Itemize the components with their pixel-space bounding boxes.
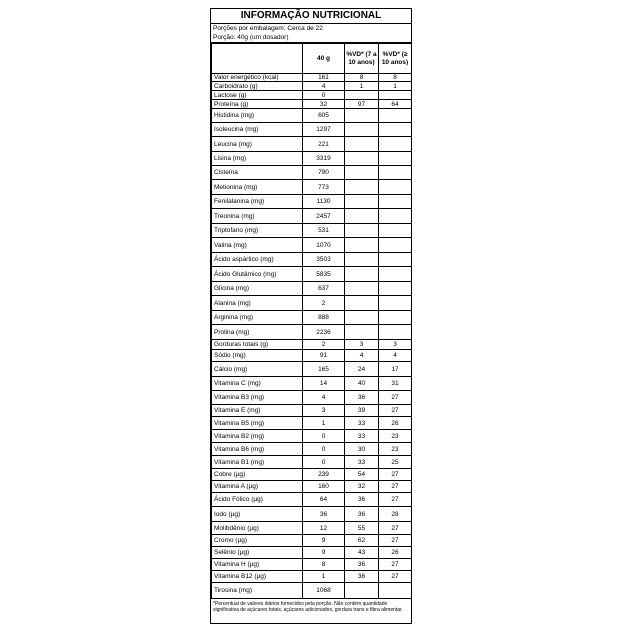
- table-row: [212, 180, 412, 195]
- vd-10plus: 23: [379, 443, 412, 456]
- vd-10plus: [379, 137, 412, 152]
- table-row: [212, 377, 412, 391]
- vd-7-10: 30: [345, 443, 379, 456]
- nutrient-amount: 888: [303, 311, 345, 325]
- vd-10plus: [379, 166, 412, 180]
- vd-7-10: 43: [345, 547, 379, 559]
- nutrient-name: Alanina (mg): [212, 296, 303, 311]
- nutrient-name: Proteína (g): [212, 100, 303, 109]
- nutrient-amount: 531: [303, 224, 345, 238]
- vd-10plus: [379, 152, 412, 166]
- nutrient-amount: 3319: [303, 152, 345, 166]
- vd-10plus: [379, 195, 412, 209]
- table-row: [212, 137, 412, 152]
- table-row: [212, 340, 412, 350]
- nutrient-name: Lactose (g): [212, 91, 303, 100]
- vd-10plus: [379, 296, 412, 311]
- nutrient-amount: 637: [303, 282, 345, 296]
- nutrient-name: Fenilalanina (mg): [212, 195, 303, 209]
- nutrition-table: [211, 43, 412, 599]
- nutrient-name: Vitamina H (µg): [212, 559, 303, 571]
- nutrient-name: Lisina (mg): [212, 152, 303, 166]
- vd-10plus: 31: [379, 377, 412, 391]
- nutrient-name: Iodo (µg): [212, 507, 303, 522]
- table-row: [212, 350, 412, 362]
- nutrient-name: Vitamina A (µg): [212, 481, 303, 493]
- table-row: [212, 109, 412, 123]
- vd-10plus: 27: [379, 469, 412, 481]
- table-row: [212, 224, 412, 238]
- nutrient-name: Ácido Glutâmico (mg): [212, 267, 303, 282]
- nutrient-amount: 239: [303, 469, 345, 481]
- nutrition-facts-label: [210, 8, 412, 624]
- vd-10plus: [379, 282, 412, 296]
- vd-7-10: 1: [345, 82, 379, 91]
- table-row: [212, 209, 412, 224]
- table-row: [212, 405, 412, 417]
- vd-10plus: 26: [379, 547, 412, 559]
- table-row: [212, 469, 412, 481]
- table-row: [212, 267, 412, 282]
- table-row: [212, 417, 412, 430]
- vd-7-10: [345, 583, 379, 599]
- table-row: [212, 296, 412, 311]
- vd-7-10: [345, 180, 379, 195]
- table-row: [212, 481, 412, 493]
- vd-10plus: [379, 91, 412, 100]
- vd-10plus: 27: [379, 391, 412, 405]
- table-row: [212, 195, 412, 209]
- vd-10plus: [379, 325, 412, 340]
- header-row: [212, 44, 412, 74]
- vd-7-10: 39: [345, 405, 379, 417]
- vd-10plus: [379, 238, 412, 253]
- nutrient-name: Selênio (µg): [212, 547, 303, 559]
- vd-10plus: 27: [379, 405, 412, 417]
- nutrient-amount: 3: [303, 405, 345, 417]
- nutrient-name: Vitamina B1 (mg): [212, 456, 303, 469]
- nutrient-name: Leucina (mg): [212, 137, 303, 152]
- vd-10plus: 27: [379, 481, 412, 493]
- vd-7-10: 55: [345, 522, 379, 535]
- nutrient-name: Vitamina B3 (mg): [212, 391, 303, 405]
- nutrient-name: Gorduras totais (g): [212, 340, 303, 350]
- nutrient-name: Vitamina E (mg): [212, 405, 303, 417]
- vd-7-10: 54: [345, 469, 379, 481]
- vd-7-10: [345, 137, 379, 152]
- servings-per-package: Porções por embalagem: Cerca de 22: [213, 25, 323, 32]
- vd-7-10: [345, 238, 379, 253]
- vd-10plus: [379, 209, 412, 224]
- table-row: [212, 456, 412, 469]
- nutrient-name: Arginina (mg): [212, 311, 303, 325]
- nutrient-amount: 1130: [303, 195, 345, 209]
- vd-10plus: 25: [379, 456, 412, 469]
- nutrient-amount: 4: [303, 82, 345, 91]
- vd-10plus: 27: [379, 535, 412, 547]
- vd-7-10: 24: [345, 362, 379, 377]
- nutrient-amount: 2236: [303, 325, 345, 340]
- vd-10plus: [379, 224, 412, 238]
- nutrient-name: Valor energético (kcal): [212, 74, 303, 82]
- vd-7-10: [345, 91, 379, 100]
- table-row: [212, 522, 412, 535]
- nutrient-name: Glicina (mg): [212, 282, 303, 296]
- nutrient-amount: 9: [303, 535, 345, 547]
- table-row: [212, 311, 412, 325]
- vd-7-10: [345, 311, 379, 325]
- nutrient-name: Cálcio (mg): [212, 362, 303, 377]
- nutrient-name: Vitamina B2 (mg): [212, 430, 303, 443]
- vd-10plus: 3: [379, 340, 412, 350]
- nutrient-amount: 1068: [303, 583, 345, 599]
- vd-7-10: [345, 209, 379, 224]
- nutrient-amount: 5835: [303, 267, 345, 282]
- nutrient-name: Triptofano (mg): [212, 224, 303, 238]
- vd-7-10: 33: [345, 417, 379, 430]
- serving-size: Porção: 40g (um dosador): [211, 33, 411, 43]
- vd-10plus: 26: [379, 417, 412, 430]
- vd-10plus: [379, 109, 412, 123]
- vd-10plus: 8: [379, 74, 412, 82]
- nutrient-amount: 790: [303, 166, 345, 180]
- table-row: [212, 583, 412, 599]
- vd-7-10: 36: [345, 571, 379, 583]
- nutrient-name: Vitamina B12 (µg): [212, 571, 303, 583]
- header-nutrient: [212, 44, 303, 74]
- vd-10plus: [379, 180, 412, 195]
- nutrient-name: Prolina (mg): [212, 325, 303, 340]
- vd-7-10: 97: [345, 100, 379, 109]
- nutrient-name: Treonina (mg): [212, 209, 303, 224]
- vd-7-10: [345, 123, 379, 137]
- nutrient-amount: 773: [303, 180, 345, 195]
- table-row: [212, 559, 412, 571]
- vd-7-10: [345, 152, 379, 166]
- table-row: [212, 507, 412, 522]
- vd-7-10: 8: [345, 74, 379, 82]
- nutrient-name: Vitamina B6 (mg): [212, 443, 303, 456]
- header-vd-7-10: %VD* (7 a 10 anos): [345, 44, 379, 74]
- nutrient-name: Vitamina C (mg): [212, 377, 303, 391]
- vd-10plus: [379, 311, 412, 325]
- vd-7-10: [345, 325, 379, 340]
- nutrient-amount: 605: [303, 109, 345, 123]
- table-row: [212, 100, 412, 109]
- nutrient-amount: 4: [303, 391, 345, 405]
- table-row: [212, 91, 412, 100]
- vd-10plus: 27: [379, 559, 412, 571]
- nutrient-amount: 14: [303, 377, 345, 391]
- nutrient-name: Molibdênio (µg): [212, 522, 303, 535]
- nutrient-amount: 221: [303, 137, 345, 152]
- table-row: [212, 325, 412, 340]
- label-title: INFORMAÇÃO NUTRICIONAL: [211, 9, 411, 24]
- vd-10plus: [379, 253, 412, 267]
- vd-10plus: 27: [379, 493, 412, 507]
- vd-7-10: 4: [345, 350, 379, 362]
- table-row: [212, 238, 412, 253]
- nutrient-name: Valina (mg): [212, 238, 303, 253]
- vd-10plus: 27: [379, 522, 412, 535]
- nutrient-amount: 1: [303, 571, 345, 583]
- nutrient-name: Vitamina B5 (mg): [212, 417, 303, 430]
- table-row: [212, 430, 412, 443]
- nutrient-name: Sódio (mg): [212, 350, 303, 362]
- nutrient-name: Ácido Fólico (µg): [212, 493, 303, 507]
- nutrient-name: Metionina (mg): [212, 180, 303, 195]
- table-row: [212, 82, 412, 91]
- nutrient-amount: 0: [303, 443, 345, 456]
- vd-7-10: [345, 224, 379, 238]
- vd-10plus: 4: [379, 350, 412, 362]
- vd-7-10: [345, 296, 379, 311]
- nutrient-amount: 32: [303, 100, 345, 109]
- nutrient-amount: 12: [303, 522, 345, 535]
- table-row: [212, 123, 412, 137]
- nutrient-amount: 2: [303, 340, 345, 350]
- nutrient-amount: 3503: [303, 253, 345, 267]
- nutrient-name: Tirosina (mg): [212, 583, 303, 599]
- nutrient-name: Cromo (µg): [212, 535, 303, 547]
- vd-7-10: [345, 109, 379, 123]
- vd-7-10: 32: [345, 481, 379, 493]
- vd-7-10: [345, 282, 379, 296]
- nutrient-amount: 91: [303, 350, 345, 362]
- table-row: [212, 166, 412, 180]
- nutrient-amount: 9: [303, 547, 345, 559]
- vd-10plus: 27: [379, 571, 412, 583]
- table-row: [212, 535, 412, 547]
- vd-10plus: 64: [379, 100, 412, 109]
- table-row: [212, 391, 412, 405]
- vd-7-10: 3: [345, 340, 379, 350]
- vd-10plus: 1: [379, 82, 412, 91]
- table-row: [212, 443, 412, 456]
- table-row: [212, 493, 412, 507]
- nutrient-amount: 0: [303, 91, 345, 100]
- vd-7-10: 33: [345, 430, 379, 443]
- vd-10plus: [379, 583, 412, 599]
- table-row: [212, 282, 412, 296]
- table-row: [212, 362, 412, 377]
- nutrient-name: Cobre (µg): [212, 469, 303, 481]
- nutrient-amount: 1: [303, 417, 345, 430]
- vd-7-10: [345, 267, 379, 282]
- vd-7-10: 36: [345, 507, 379, 522]
- vd-7-10: [345, 166, 379, 180]
- vd-10plus: 28: [379, 507, 412, 522]
- vd-7-10: 40: [345, 377, 379, 391]
- nutrient-amount: 2457: [303, 209, 345, 224]
- vd-7-10: 33: [345, 456, 379, 469]
- nutrient-amount: 2: [303, 296, 345, 311]
- vd-10plus: [379, 123, 412, 137]
- vd-10plus: 23: [379, 430, 412, 443]
- vd-7-10: 36: [345, 391, 379, 405]
- nutrient-name: Cisteína: [212, 166, 303, 180]
- vd-7-10: 62: [345, 535, 379, 547]
- vd-10plus: [379, 267, 412, 282]
- table-row: [212, 74, 412, 82]
- nutrient-amount: 0: [303, 456, 345, 469]
- nutrient-amount: 161: [303, 74, 345, 82]
- nutrient-amount: 1070: [303, 238, 345, 253]
- header-vd-10plus: %VD* (≥ 10 anos): [379, 44, 412, 74]
- header-amount: 40 g: [303, 44, 345, 74]
- nutrient-amount: 160: [303, 481, 345, 493]
- table-row: [212, 253, 412, 267]
- vd-7-10: 36: [345, 493, 379, 507]
- vd-10plus: 17: [379, 362, 412, 377]
- footnote: *Percentual de valores diários fornecidos pela porção. Não contém quantidade significativa de açúcares totais, açúcares adicionados, gordura trans e fibra alimentar.: [213, 601, 403, 613]
- vd-7-10: 36: [345, 559, 379, 571]
- nutrient-amount: 1297: [303, 123, 345, 137]
- nutrient-name: Carboidrato (g): [212, 82, 303, 91]
- table-row: [212, 547, 412, 559]
- nutrient-amount: 36: [303, 507, 345, 522]
- nutrient-name: Histidina (mg): [212, 109, 303, 123]
- nutrient-name: Isoleucina (mg): [212, 123, 303, 137]
- nutrient-rows: [212, 74, 412, 599]
- nutrient-amount: 0: [303, 430, 345, 443]
- nutrient-amount: 64: [303, 493, 345, 507]
- vd-7-10: [345, 195, 379, 209]
- nutrient-amount: 165: [303, 362, 345, 377]
- nutrient-amount: 8: [303, 559, 345, 571]
- vd-7-10: [345, 253, 379, 267]
- nutrient-name: Ácido aspártico (mg): [212, 253, 303, 267]
- table-row: [212, 571, 412, 583]
- table-row: [212, 152, 412, 166]
